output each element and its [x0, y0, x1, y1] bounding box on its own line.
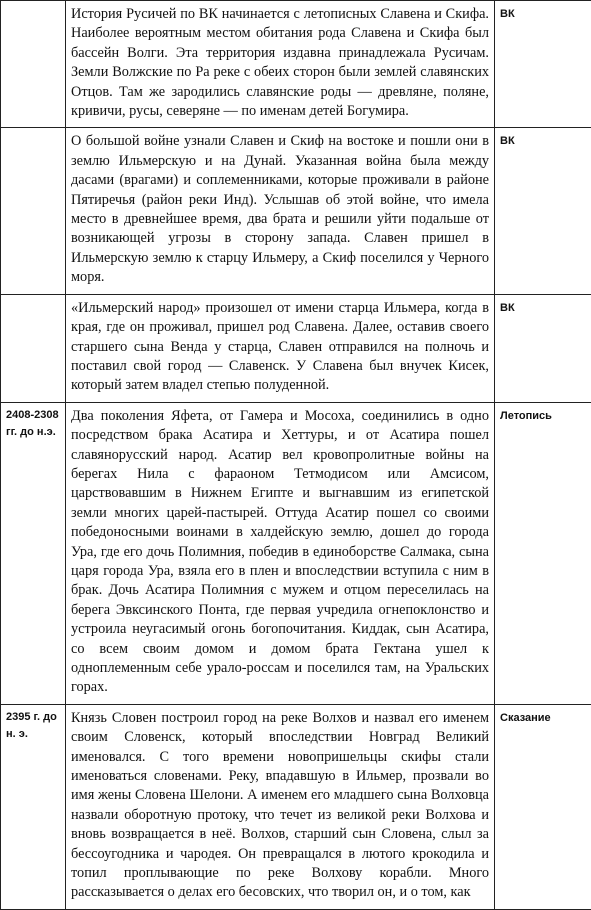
date-cell: [1, 294, 66, 402]
source-text: ВК: [495, 295, 591, 317]
date-text: [1, 295, 65, 299]
event-text: «Ильмерский народ» произошел от имени старца Ильмера, когда в края, где он проживал, пришел род Славена. Далее, оставив своего старшего сына Венда у старца, Славен отправился на полночь и поставил свой город — Славенск. У Славена был внучек Кисек, который затем владел степью полуденной.: [66, 295, 494, 402]
event-text: Князь Словен построил город на реке Волхов и назвал его именем своим Словенск, который впоследствии Новград Великий именовался. С того времени новопришельцы скифы стали именоваться словенами. Реку, впадавшую в Ильмер, прозвали во имя жены Словена Шелони. А именем его младшего сына Волховца назвали оборотную протоку, что течет из великой реки Волхова и вновь возвращается в неё. Волхов, старший сын Словена, слыл за бессоугодника и чародея. Он превращался в лютого крокодила и топил проплывающие по реке Волхову корабли. Много рассказывается о делах его бесовских, что творил он, и о том, как: [66, 705, 494, 909]
source-cell: [495, 128, 591, 294]
table-row: [1, 128, 591, 294]
table-row: [1, 402, 591, 704]
date-cell: [1, 128, 66, 294]
date-cell: [1, 402, 66, 704]
table-row: [1, 1, 591, 128]
date-cell: [1, 1, 66, 128]
source-text: ВК: [495, 128, 591, 150]
event-text: О большой войне узнали Славен и Скиф на востоке и пошли они в землю Ильмерскую и на Дунай. Указанная война была между дасами (врагами) и соплеменниками, которые проживали в районе Пятиречья (район реки Инд). Услышав об этой войне, что имела место в древнейшее время, два брата и решили уйти подальше от возникающей угрозы в сторону запада. Славен пришел в Ильмерскую землю к старцу Ильмеру, а Скиф поселился у Черного моря.: [66, 128, 494, 293]
date-text: 2408-2308 гг. до н.э.: [1, 403, 65, 441]
date-text: 2395 г. до н. э.: [1, 705, 65, 743]
event-cell: [66, 402, 495, 704]
event-cell: [66, 294, 495, 402]
date-cell: [1, 704, 66, 909]
event-cell: [66, 1, 495, 128]
source-cell: [495, 704, 591, 909]
table-row: [1, 294, 591, 402]
source-text: Летопись: [495, 403, 591, 425]
source-text: ВК: [495, 1, 591, 23]
source-text: Сказание: [495, 705, 591, 727]
source-cell: [495, 1, 591, 128]
event-cell: [66, 128, 495, 294]
source-cell: [495, 294, 591, 402]
event-text: Два поколения Яфета, от Гамера и Мосоха, соединились в одно посредством брака Асатира и Хеттуры, и от Асатира пошел славянорусский народ. Асатир вел кровопролитные войны на берегах Нила с фараоном Тетмодисом или Амсисом, царствовавшим в Нижнем Египте и выгнавшим из египетской земли многих царей-пастырей. Оттуда Асатир пошел со своими победоносными воинами в халдейскую землю, дошел до города Ура, где его дочь Полимния, победив в единоборстве Салмака, сына царя города Ура, взяла его в плен и впоследствии вступила с ним в брак. Дочь Асатира Полимния с мужем и отцом переселилась на берега Эвксинского Понта, где первая учредила огнепоклонство и устроила неугасимый огонь богопочитания. Киддак, сын Асатира, со всем своим домом и домом брата Гектана ушел к одноплеменным себе урало-россам и поселился там, на Уральских горах.: [66, 403, 494, 704]
date-text: [1, 128, 65, 132]
event-cell: [66, 704, 495, 909]
date-text: [1, 1, 65, 5]
table-row: [1, 704, 591, 909]
source-cell: [495, 402, 591, 704]
event-text: История Русичей по ВК начинается с летописных Славена и Скифа. Наиболее вероятным местом обитания рода Славена и Скифа был бассейн Волги. Эта территория издавна принадлежала Русичам. Земли Волжские по Ра реке с обеих сторон были землей славянских Отцов. Там же зародились славянские роды — древляне, поляне, кривичи, русы, северяне — по именам детей Богумира.: [66, 1, 494, 127]
